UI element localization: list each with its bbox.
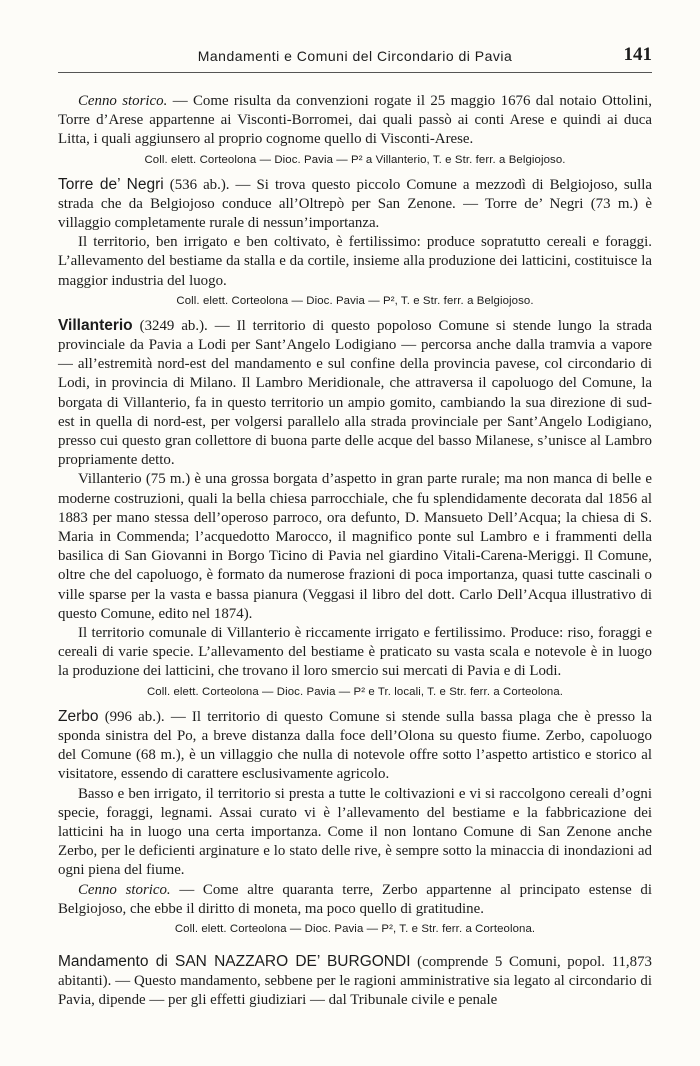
commune-entry-paragraph bbox=[58, 952, 652, 1011]
paragraph-text: Villanterio (75 m.) è una grossa borgata d’aspetto in gran parte rurale; ma non manca di belle e moderne costruzioni, quali la bella chiesa parrocchiale, che fu splendidamente decorata dal 1856 al 1883 per mano stessa dell’operoso parroco, ora defunto, D. Mansueto Dell’Acqua; la chiesa di S. Maria in Commenda; l’acquedotto Marocco, il magnifico ponte sul Lambro e i frammenti della basilica di San Giovanni in Borgo Ticino di Pavia nel giardino Vitali-Carena-Meriggi. Il Comune, oltre che del capoluogo, è formato da numerose frazioni di poca importanza, quasi tutte cascinali o ville sparse per la vasta e bassa pianura (Veggasi il libro del dott. Carlo Dell’Acqua illustrativo di questo Comune, edito nel 1874). bbox=[58, 471, 652, 622]
paragraph-text: (996 ab.). — Il territorio di questo Comune si stende sulla bassa plaga che è presso la sponda sinistra del Po, a breve distanza dalla foce dell’Olona su questo fiume. Zerbo, capoluogo del Comune (68 m.), è un villaggio che nulla di notevole offre sotto l’aspetto artistico e storico al visitatore, essendo di carattere esclusivamente agricolo. bbox=[58, 708, 652, 783]
paragraph-text: Il territorio comunale di Villanterio è riccamente irrigato e fertilissimo. Produce: riso, foraggi e cereali di varie specie. L’allevamento del bestiame è praticato su vasta scala e notevole è in luogo la produzione dei latticini, che trovano il loro smercio sui mercati di Pavia e di Lodi. bbox=[58, 625, 652, 680]
page-number: 141 bbox=[623, 44, 652, 65]
paragraph-text: (comprende 5 Comuni, popol. 11,873 abitanti). — Questo mandamento, sebbene per le ragioni amministrative sia legato al circondario di Pavia, dipende — per gli effetti giudiziari — dal Tribunale civile e penale bbox=[58, 953, 652, 1009]
body-paragraph bbox=[58, 470, 652, 624]
body-paragraph bbox=[58, 624, 652, 682]
paragraph-text: — Come altre quaranta terre, Zerbo appartenne al principato estense di Belgiojoso, che ebbe il diritto di moneta, ma poco quello di gratitudine. bbox=[58, 881, 652, 917]
commune-entry-paragraph bbox=[58, 707, 652, 785]
paragraph-text: — Come risulta da convenzioni rogate il 25 maggio 1676 dal notaio Ottolini, Torre d’Arese appartenne ai Visconti-Borromei, dai quali passò ai conti Arese e quindi ai duca Litta, i quali aggiunsero al proprio cognome quello di Visconti-Arese. bbox=[58, 93, 652, 148]
page-body bbox=[58, 92, 652, 1011]
paragraph-text: Basso e ben irrigato, il territorio si presta a tutte le coltivazioni e vi si raccolgono cereali d’ogni specie, foraggi, legnami. Assai curato vi è l’allevamento del bestiame e la fabbricazione dei latticini ha in luogo una certa importanza. Come il non lontano Comune di San Zenone anche Zerbo, per le deficienti arginature e lo stato delle rive, è sempre sotto la minaccia di inondazioni ad ogni piena del fiume. bbox=[58, 785, 652, 879]
running-title: Mandamenti e Comuni del Circondario di Pavia bbox=[197, 48, 513, 64]
body-paragraph bbox=[58, 881, 652, 919]
commune-entry-paragraph bbox=[58, 175, 652, 234]
paragraph-text: (536 ab.). — Si trova questo piccolo Comune a mezzodì di Belgiojoso, sulla strada che da Belgiojoso conduce all’Oltrepò per San Zenone. — Torre de’ Negri (73 m.) è villaggio completamente rurale di nessun’importanza. bbox=[58, 176, 652, 232]
electoral-info-line: Coll. elett. Corteolona — Dioc. Pavia — P², T. e Str. ferr. a Belgiojoso. bbox=[176, 294, 534, 307]
body-paragraph bbox=[58, 92, 652, 150]
section-lead-label: Cenno storico. bbox=[78, 93, 168, 109]
section-gap bbox=[58, 944, 652, 952]
page-header bbox=[58, 42, 652, 73]
electoral-info-line: Coll. elett. Corteolona — Dioc. Pavia — P² a Villanterio, T. e Str. ferr. a Belgiojoso. bbox=[144, 153, 566, 166]
body-paragraph bbox=[58, 785, 652, 881]
commune-heading: Villanterio bbox=[58, 316, 133, 334]
paragraph-text: (3249 ab.). — Il territorio di questo popoloso Comune si stende lungo la strada provinciale da Pavia a Lodi per Sant’Angelo Lodigiano — percorsa anche dalla tramvia a vapore — all’estremità nord-est del mandamento e sul confine della provincia pavese, col circondario di Lodi, in provincia di Milano. Il Lambro Meridionale, che attraversa il capoluogo del Comune, la borgata di Villanterio, fa in questo territorio un ampio gomito, cambiando la sua direzione di sud-est in quella di nord-est, per volgersi parallelo alla strada provinciale per Sant’Angelo Lodigiano, presso cui questo gran collettore di buona parte delle acque del basso Milanese, s’unisce al Lambro propriamente detto. bbox=[58, 317, 652, 469]
section-lead-label: Cenno storico. bbox=[78, 881, 171, 898]
paragraph-text: Il territorio, ben irrigato e ben coltivato, è fertilissimo: produce sopratutto cereali e foraggi. L’allevamento del bestiame da stalla e da cortile, insieme alla produzione dei latticini, costituisce la maggior industria del luogo. bbox=[58, 234, 652, 289]
commune-heading: Mandamento di SAN NAZZARO DE’ BURGONDI bbox=[58, 952, 411, 970]
body-paragraph bbox=[58, 233, 652, 291]
electoral-info-line: Coll. elett. Corteolona — Dioc. Pavia — P², T. e Str. ferr. a Corteolona. bbox=[174, 922, 536, 935]
commune-entry-paragraph bbox=[58, 316, 652, 471]
electoral-info-line: Coll. elett. Corteolona — Dioc. Pavia — P² e Tr. locali, T. e Str. ferr. a Corteolona. bbox=[146, 685, 564, 698]
commune-heading: Torre de’ Negri bbox=[58, 175, 164, 193]
commune-heading: Zerbo bbox=[58, 707, 99, 725]
